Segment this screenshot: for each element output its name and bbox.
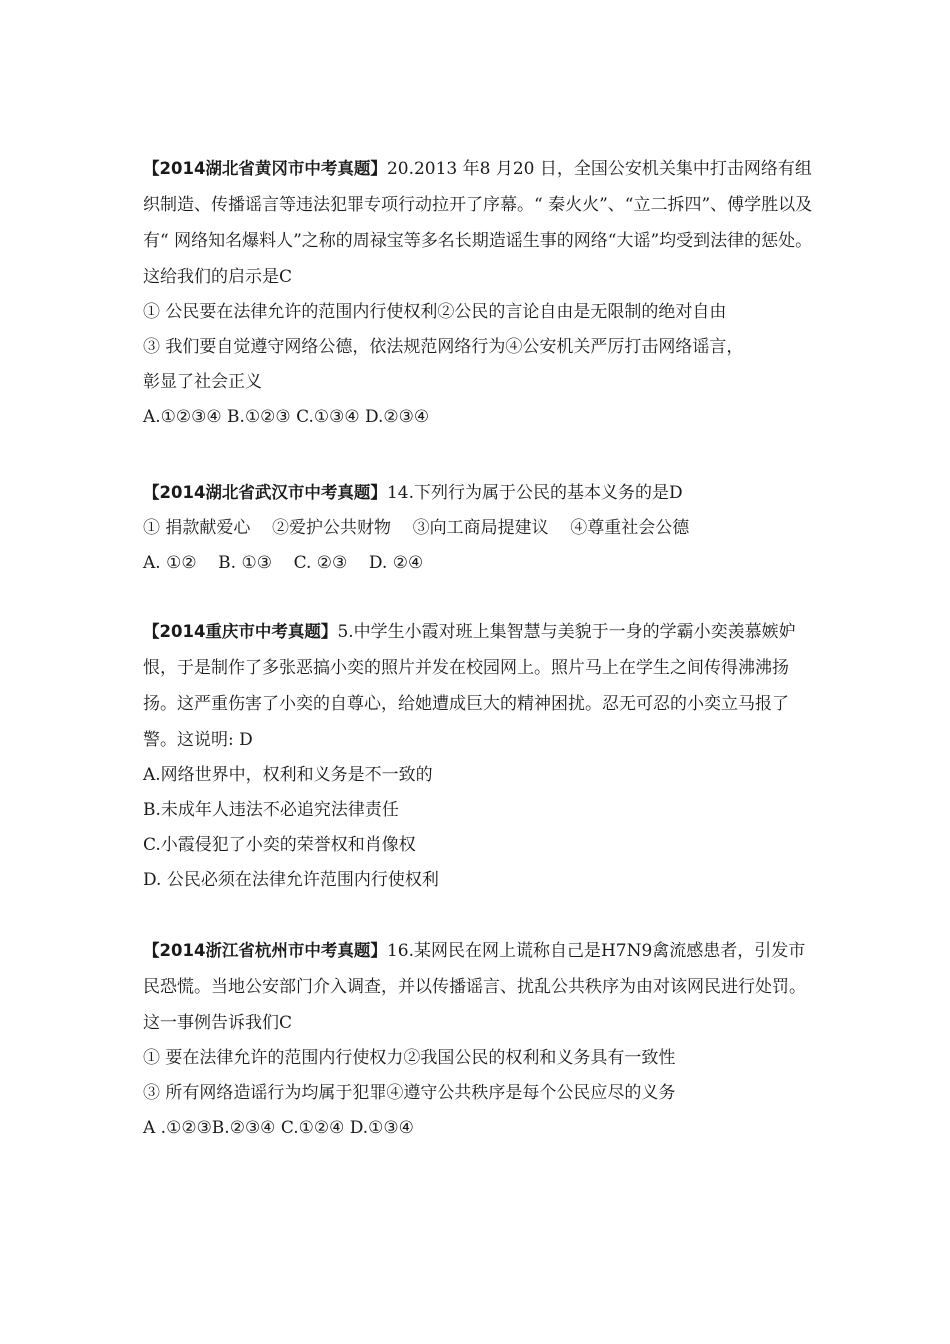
answer-option: A.网络世界中，权利和义务是不一致的 (143, 765, 433, 785)
question-line: 彰显了社会正义 (143, 372, 262, 392)
question-line: ① 公民要在法律允许的范围内行使权利②公民的言论自由是无限制的绝对自由 (143, 302, 727, 322)
question-4 (143, 933, 813, 1146)
question-stem (143, 475, 813, 511)
question-line: ① 捐款献爱心 ②爱护公共财物 ③向工商局提建议 ④尊重社会公德 (143, 518, 690, 538)
question-text: 5.中学生小霞对班上集智慧与美貌于一身的学霸小奕羡慕嫉妒恨，于是制作了多张恶搞小奕的照片并发在校园网上。照片马上在学生之间传得沸沸扬扬。这严重伤害了小奕的自尊心，给她遭成巨大的精神困扰。忍无可忍的小奕立马报了警。这说明: D (143, 622, 796, 750)
question-source: 【2014湖北省武汉市中考真题】 (143, 483, 387, 502)
question-line: ③ 我们要自觉遵守网络公德，依法规范网络行为④公安机关严厉打击网络谣言， (143, 337, 744, 357)
question-source: 【2014浙江省杭州市中考真题】 (143, 941, 387, 960)
answer-options: A.①②③④ B.①②③ C.①③④ D.②③④ (143, 407, 430, 427)
question-text: 16.某网民在网上谎称自己是H7N9禽流感患者，引发市民恐慌。当地公安部门介入调查，并以传播谣言、扰乱公共秩序为由对该网民进行处罚。这一事例告诉我们C (143, 941, 806, 1033)
question-3 (143, 614, 813, 898)
question-stem (143, 933, 813, 1041)
answer-options: A. ①② B. ①③ C. ②③ D. ②④ (143, 553, 424, 573)
question-stem (143, 614, 813, 758)
question-stem (143, 151, 813, 295)
question-text: 14.下列行为属于公民的基本义务的是D (386, 483, 683, 503)
answer-option: C.小霞侵犯了小奕的荣誉权和肖像权 (143, 835, 416, 855)
question-source: 【2014重庆市中考真题】 (143, 622, 338, 641)
question-line: ③ 所有网络造谣行为均属于犯罪④遵守公共秩序是每个公民应尽的义务 (143, 1083, 676, 1103)
answer-option: B.未成年人违法不必追究法律责任 (143, 800, 399, 820)
question-2 (143, 475, 813, 581)
question-text: 20.2013 年8 月20 日，全国公安机关集中打击网络有组织制造、传播谣言等违法犯罪专项行动拉开了序幕。“ 秦火火”、“立二拆四”、傅学胜以及有“ 网络知名爆料人”之称的周禄宝等多名长期造谣生事的网络“大谣”均受到法律的惩处。这给我们的启示是C (143, 159, 813, 287)
question-source: 【2014湖北省黄冈市中考真题】 (143, 159, 387, 178)
answer-option: D. 公民必须在法律允许范围内行使权利 (143, 870, 439, 890)
question-line: ① 要在法律允许的范围内行使权力②我国公民的权利和义务具有一致性 (143, 1048, 676, 1068)
question-1 (143, 151, 813, 435)
answer-options: A .①②③B.②③④ C.①②④ D.①③④ (143, 1118, 414, 1138)
